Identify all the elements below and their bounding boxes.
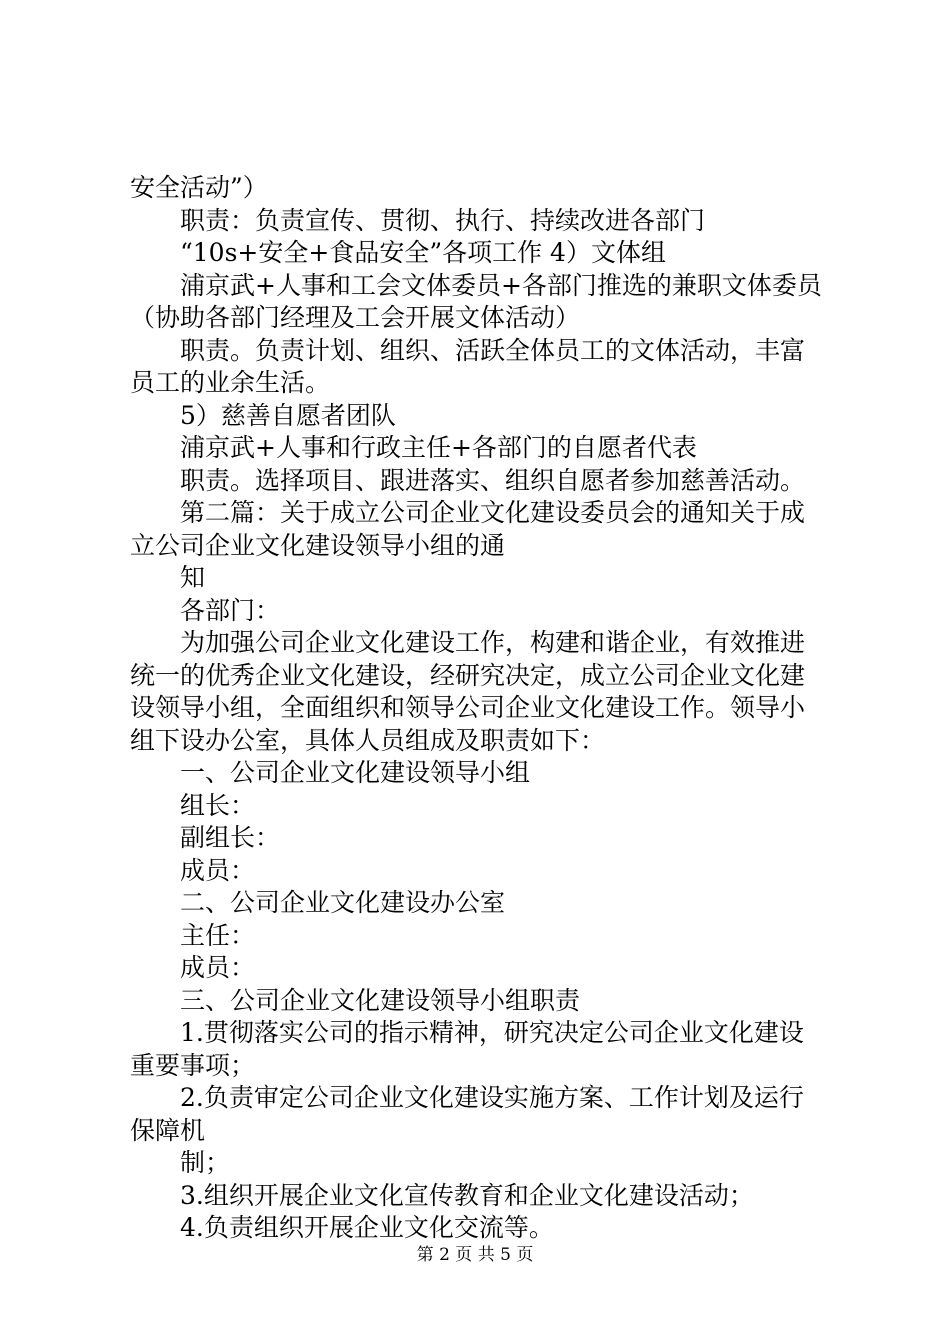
text-line: 主任： [180,920,256,950]
document-body [130,172,830,1245]
text-line: 职责：负责宣传、贯彻、执行、持续改进各部门 [180,205,706,235]
text-line: 浦京武+人事和行政主任+各部门的自愿者代表 [180,433,697,462]
text-line: 4.负责组织开展企业文化交流等。 [180,1213,554,1242]
text-line: 重要事项； [130,1050,256,1080]
text-line: 2.负责审定公司企业文化建设实施方案、工作计划及运行 [180,1083,804,1112]
text-line: 第二篇：关于成立公司企业文化建设委员会的通知关于成 [180,498,806,527]
text-line: 1.贯彻落实公司的指示精神，研究决定公司企业文化建设 [180,1018,804,1047]
text-line: （协助各部门经理及工会开展文体活动） [130,303,581,332]
text-line: 统一的优秀企业文化建设，经研究决定，成立公司企业文化建 [130,660,806,690]
text-line: 二、公司企业文化建设办公室 [180,888,506,917]
text-line: 职责。选择项目、跟进落实、组织自愿者参加慈善活动。 [180,465,806,495]
text-line: 组长： [180,790,256,820]
text-line: 3.组织开展企业文化宣传教育和企业文化建设活动； [180,1180,754,1210]
page-footer: 第 2 页 共 5 页 [416,1245,534,1265]
text-line: “10s+安全+食品安全”各项工作 4）文体组 [180,238,666,267]
text-line: 各部门： [180,595,281,625]
text-line: 三、公司企业文化建设领导小组职责 [180,985,581,1015]
text-line: 知 [180,563,206,592]
text-line: 保障机 [130,1115,206,1145]
text-line: 成员： [180,953,256,982]
text-line: 制； [180,1148,231,1177]
text-line: 员工的业余生活。 [130,368,331,397]
text-line: 一、公司企业文化建设领导小组 [180,758,531,787]
text-line: 成员： [180,855,256,885]
text-line: 职责。负责计划、组织、活跃全体员工的文体活动，丰富 [180,335,806,365]
text-line: 副组长： [180,823,281,852]
text-line: 立公司企业文化建设领导小组的通 [130,530,506,560]
text-line: 设领导小组，全面组织和领导公司企业文化建设工作。领导小 [130,693,806,722]
text-line: 5）慈善自愿者团队 [180,400,396,430]
text-line: 安全活动”） [130,173,268,202]
text-line: 为加强公司企业文化建设工作，构建和谐企业，有效推进 [180,628,806,657]
text-line: 浦京武+人事和工会文体委员+各部门推选的兼职文体委员 [180,270,822,300]
text-line: 组下设办公室，具体人员组成及职责如下： [130,725,606,755]
